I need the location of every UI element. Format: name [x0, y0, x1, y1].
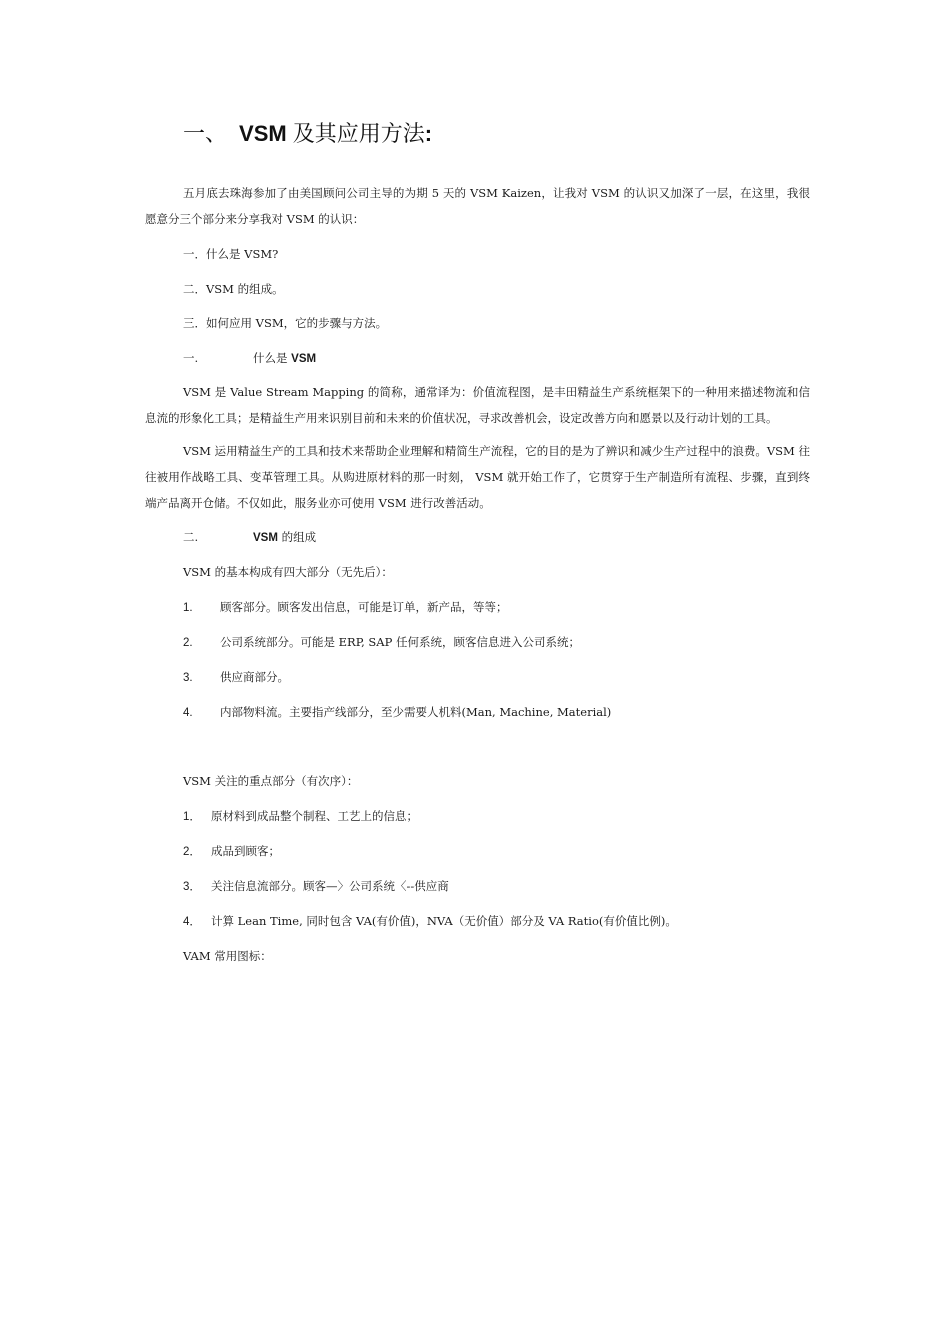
- list-item-number: 1.: [183, 602, 193, 614]
- section1-label-prefix: 什么是: [253, 351, 288, 365]
- section2-number: 二.: [183, 530, 199, 544]
- title-prefix: 一、: [183, 122, 228, 147]
- list-item: [183, 911, 677, 932]
- section1-label-bold: VSM: [291, 353, 317, 365]
- outline-item-3: 三．如何应用 VSM，它的步骤与方法。: [183, 316, 388, 330]
- list-item-number: 3．: [183, 881, 201, 893]
- section1-heading: [183, 348, 316, 369]
- title-keyword: VSM: [239, 121, 287, 146]
- list-item: [183, 597, 508, 618]
- list-item-number: 4.: [183, 707, 193, 719]
- list-item-number: 4．: [183, 916, 201, 928]
- list-item-text: 顾客部分。顾客发出信息，可能是订单，新产品，等等；: [220, 600, 508, 614]
- page-title: [183, 118, 432, 151]
- list-item: [183, 702, 611, 723]
- list-item-text: 成品到顾客；: [211, 844, 280, 858]
- title-colon: :: [424, 121, 433, 146]
- list-item-number: 2.: [183, 637, 193, 649]
- list-item: [183, 632, 580, 653]
- focus-intro: VSM 关注的重点部分（有次序）：: [183, 774, 359, 788]
- outline-item-2: 二．VSM 的组成。: [183, 282, 284, 296]
- section2-label-bold: VSM: [253, 532, 278, 544]
- list-item-text: 公司系统部分。可能是 ERP, SAP 任何系统，顾客信息进入公司系统；: [220, 635, 581, 649]
- intro-paragraph: 五月底去珠海参加了由美国顾问公司主导的为期 5 天的 VSM Kaizen，让我对 VSM 的认识又加深了一层，在这里，我很愿意分三个部分来分享我对 VSM 的认识：: [145, 186, 810, 226]
- list-item-text: 原材料到成品整个制程、工艺上的信息；: [211, 809, 418, 823]
- list-item-text: 供应商部分。: [220, 670, 289, 684]
- list-item-text: 内部物料流。主要指产线部分，至少需要人机料(Man, Machine, Material): [220, 705, 612, 719]
- list-item-number: 3.: [183, 672, 193, 684]
- section2-intro: VSM 的基本构成有四大部分（无先后）：: [183, 565, 393, 579]
- list-item: [183, 841, 280, 862]
- list-item-number: 2．: [183, 846, 201, 858]
- icons-label: VAM 常用图标：: [183, 949, 272, 963]
- section1-paragraph-2: VSM 运用精益生产的工具和技术来帮助企业理解和精简生产流程，它的目的是为了辨识和减少生产过程中的浪费。VSM 往往被用作战略工具、变革管理工具。从购进原材料的那一时刻， VSM 就开始工作了，它贯穿于生产制造所有流程、步骤，直到终端产品离开仓储。不仅如此，服务业亦可使用 VSM 进行改善活动。: [145, 444, 810, 510]
- section1-paragraph-1: VSM 是 Value Stream Mapping 的简称，通常译为：价值流程图，是丰田精益生产系统框架下的一种用来描述物流和信息流的形象化工具；是精益生产用来识别目前和未来的价值状况，寻求改善机会，设定改善方向和愿景以及行动计划的工具。: [145, 385, 810, 425]
- title-rest: 及其应用方法: [292, 122, 425, 147]
- section2-heading: [183, 527, 316, 548]
- section2-label-suffix: 的组成: [281, 530, 317, 544]
- list-item-text: 计算 Lean Time, 同时包含 VA(有价值)，NVA（无价值）部分及 VA Ratio(有价值比例)。: [211, 914, 677, 928]
- list-item: [183, 876, 449, 897]
- list-item: [183, 806, 418, 827]
- list-item: [183, 667, 289, 688]
- section1-number: 一.: [183, 351, 199, 365]
- list-item-text: 关注信息流部分。顾客—〉公司系统〈--供应商: [211, 879, 449, 893]
- list-item-number: 1．: [183, 811, 201, 823]
- outline-item-1: 一．什么是 VSM?: [183, 247, 279, 261]
